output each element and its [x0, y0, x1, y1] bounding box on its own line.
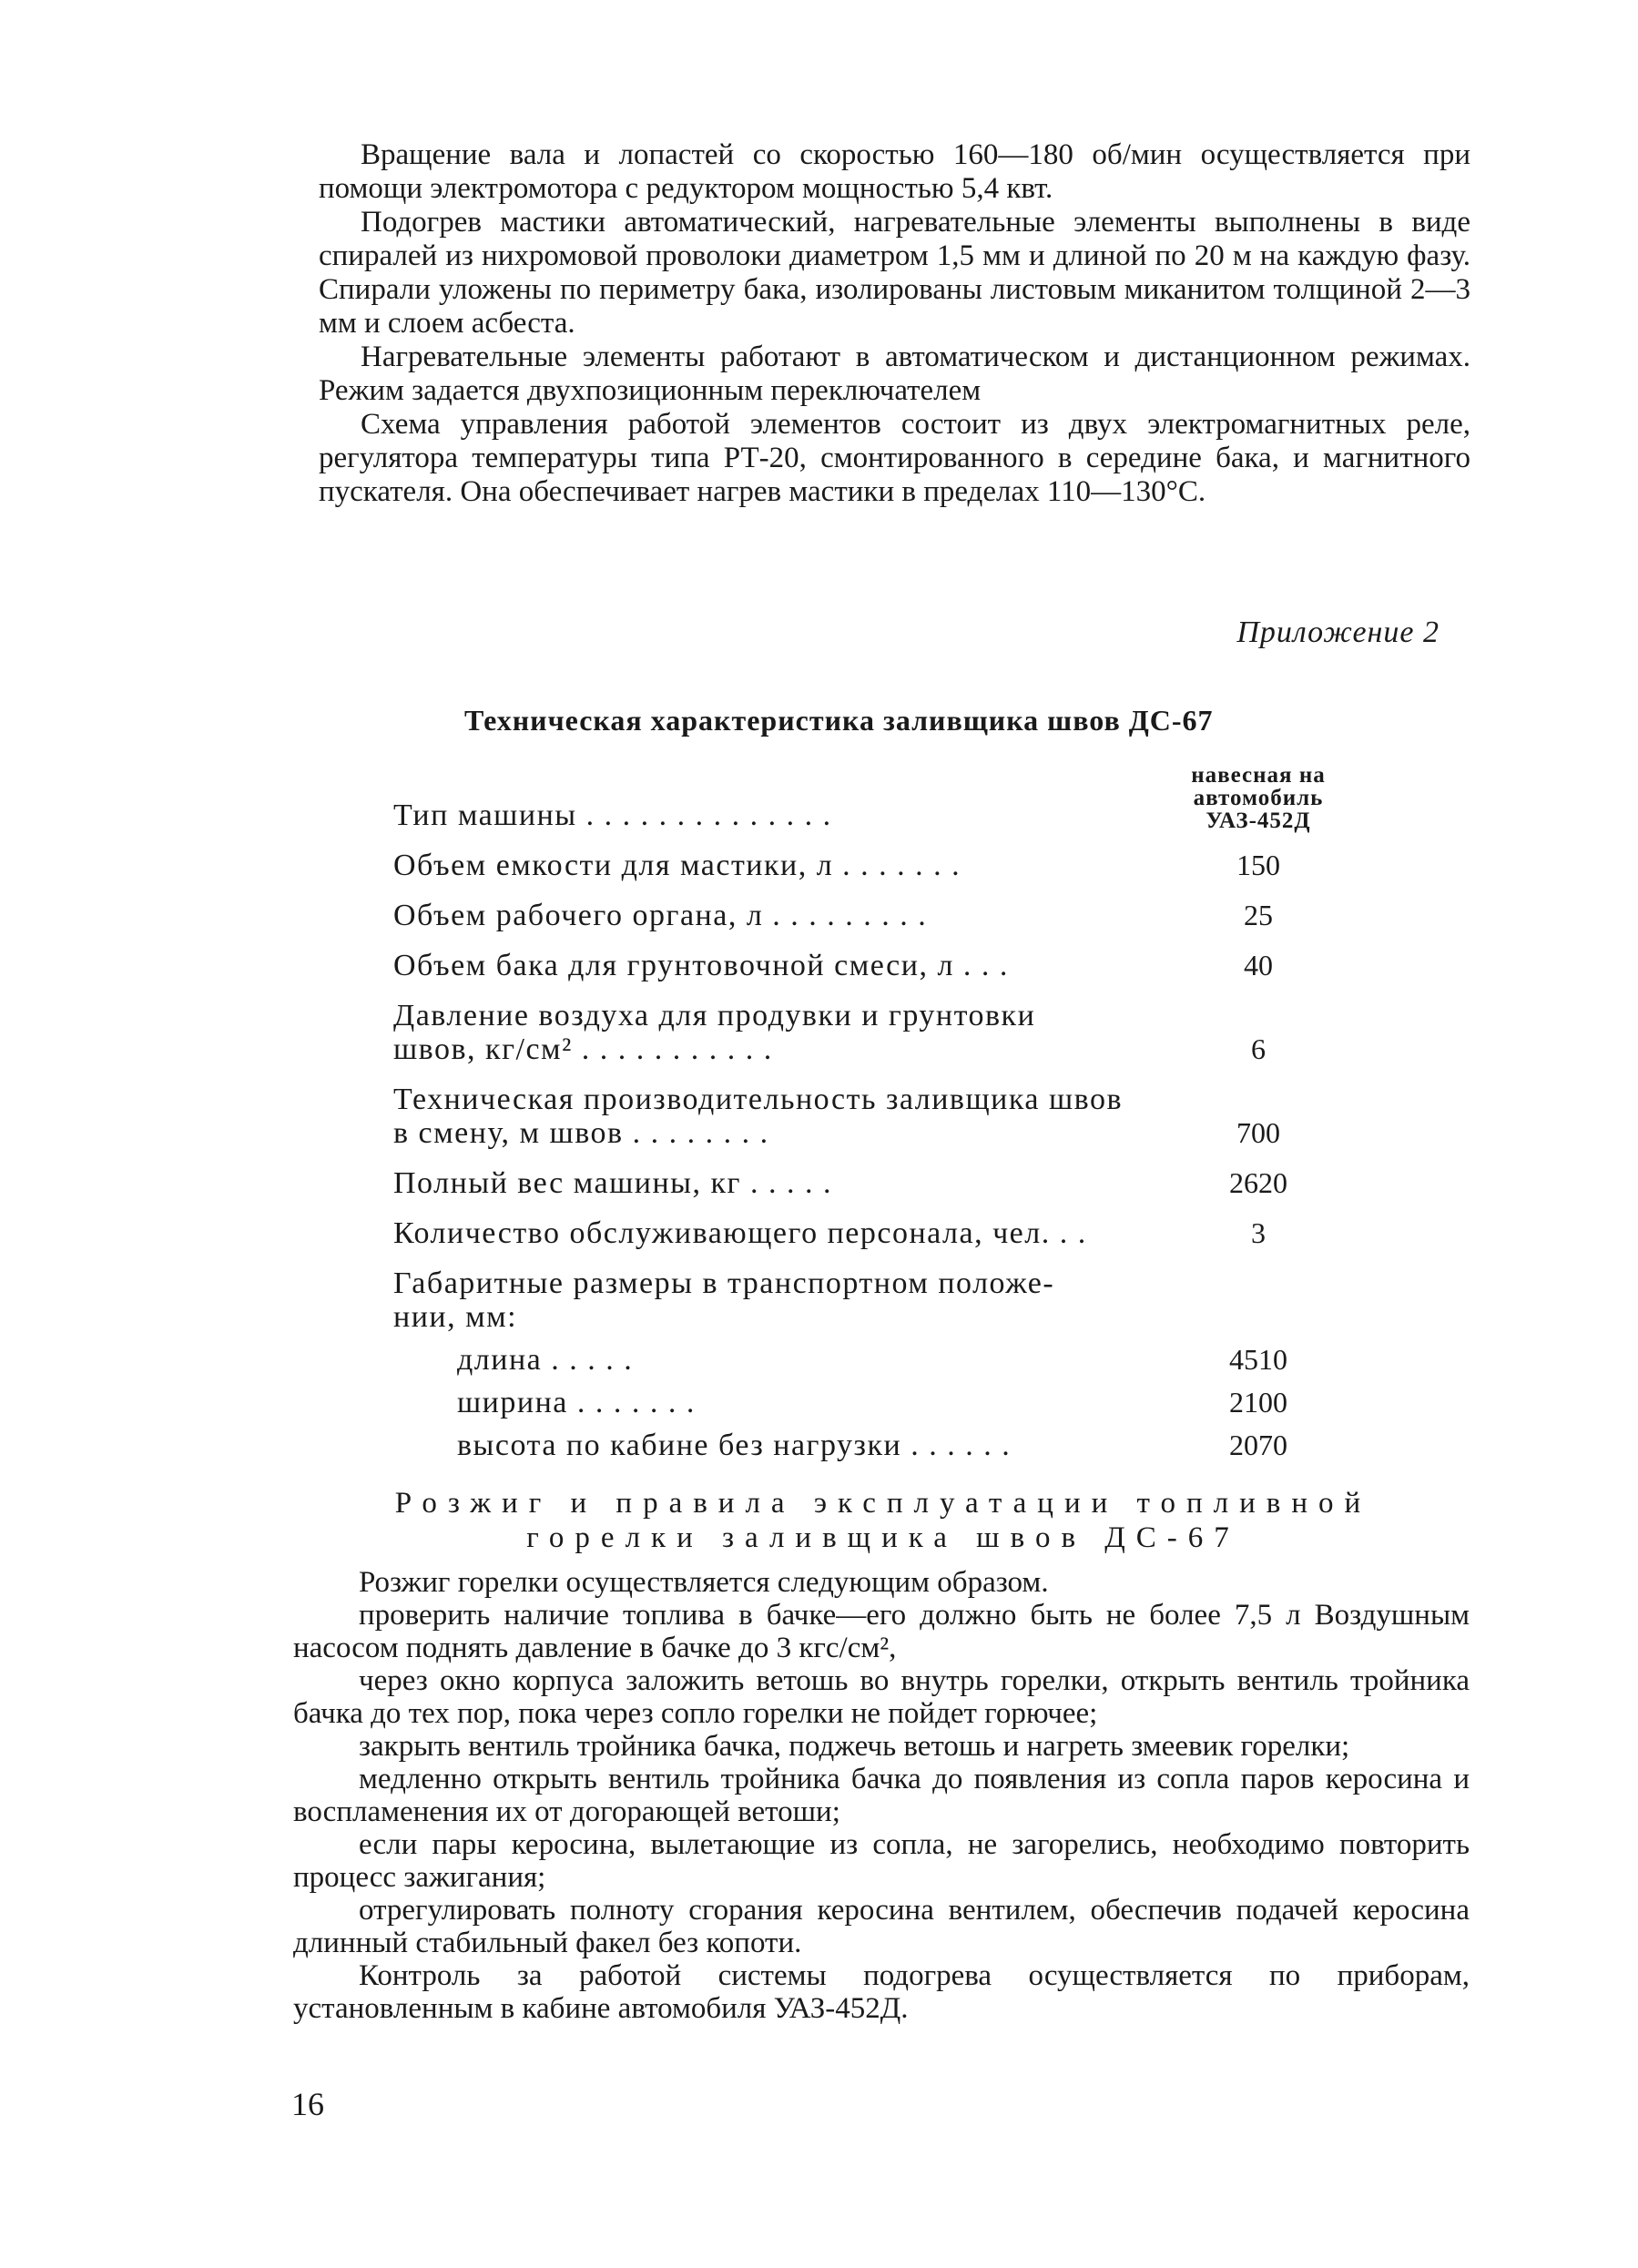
- spec-value: 3: [1251, 1216, 1266, 1249]
- paragraph: Подогрев мастики автоматический, нагревательные элементы выполнены в виде спиралей из нихромовой проволоки диаметром 1,5 мм и длиной по 20 м на каждую фазу. Спирали уложены по периметру бака, изолированы листовым миканитом толщиной 2—3 мм и слоем асбеста.: [319, 206, 1470, 340]
- spec-row: [393, 1166, 1368, 1200]
- paragraph: медленно открыть вентиль тройника бачка до появления из сопла паров керосина и воспламенения их от догорающей ветоши;: [293, 1763, 1470, 1828]
- spec-row: [393, 1386, 1368, 1419]
- spec-value: 25: [1244, 899, 1273, 931]
- spec-label: высота по кабине без нагрузки . . . . . .: [457, 1429, 1012, 1462]
- spec-label: Количество обслуживающего персонала, чел. . .: [393, 1216, 1087, 1250]
- spec-label: Объем бака для грунтовочной смеси, л . . .: [393, 949, 1009, 982]
- spec-label: Полный вес машины, кг . . . . .: [393, 1166, 832, 1200]
- paragraph: проверить наличие топлива в бачке—его должно быть не более 7,5 л Воздушным насосом поднять давление в бачке до 3 кгс/см²,: [293, 1599, 1470, 1664]
- top-text-block: [319, 138, 1470, 509]
- spec-label: Габаритные размеры в транспортном положе- нии, мм:: [393, 1266, 1055, 1334]
- spec-value: 150: [1236, 849, 1280, 881]
- spec-row: [393, 1083, 1368, 1150]
- spec-label: Техническая производительность заливщика швов в смену, м швов . . . . . . . .: [393, 1083, 1124, 1150]
- spec-value: 2620: [1229, 1166, 1287, 1199]
- spec-row: [393, 1429, 1368, 1462]
- spec-row: [393, 1266, 1368, 1334]
- spec-value: 6: [1251, 1032, 1266, 1065]
- spec-row: [393, 764, 1368, 832]
- spec-value: 2070: [1229, 1429, 1287, 1461]
- section-title-line-1: Розжиг и правила эксплуатации топливной: [394, 1487, 1372, 1520]
- spec-row: [393, 999, 1368, 1066]
- paragraph: если пары керосина, вылетающие из сопла, не загорелись, необходимо повторить процесс зажигания;: [293, 1828, 1470, 1894]
- spec-label: Объем рабочего органа, л . . . . . . . . .: [393, 899, 928, 932]
- paragraph: Контроль за работой системы подогрева осуществляется по приборам, установленным в кабине автомобиля УАЗ-452Д.: [293, 1959, 1470, 2025]
- appendix-label: Приложение 2: [1236, 615, 1440, 649]
- paragraph: Розжиг горелки осуществляется следующим образом.: [359, 1566, 1049, 1599]
- spec-value: навесная на автомобиль УАЗ-452Д: [1191, 763, 1326, 833]
- spec-label: Объем емкости для мастики, л . . . . . . .: [393, 849, 961, 882]
- spec-row: [393, 899, 1368, 932]
- spec-value: 40: [1244, 949, 1273, 981]
- spec-row: [393, 949, 1368, 982]
- page-number: 16: [291, 2086, 324, 2122]
- spec-row: [393, 1343, 1368, 1377]
- paragraph: отрегулировать полноту сгорания керосина вентилем, обеспечив подачей керосина длинный стабильный факел без копоти.: [293, 1894, 1470, 1959]
- spec-label: Тип машины . . . . . . . . . . . . . .: [393, 798, 832, 832]
- section-title: [355, 1486, 1411, 1555]
- spec-label: длина . . . . .: [457, 1343, 634, 1377]
- spec-table: [393, 751, 1368, 1462]
- spec-value: 700: [1236, 1116, 1280, 1149]
- spec-table-title: Техническая характеристика заливщика швов ДС-67: [464, 704, 1214, 737]
- bottom-text-block: [293, 1566, 1470, 2025]
- paragraph: через окно корпуса заложить ветошь во внутрь горелки, открыть вентиль тройника бачка до тех пор, пока через сопло горелки не пойдет горючее;: [293, 1664, 1470, 1730]
- spec-value: 4510: [1229, 1343, 1287, 1376]
- spec-value: 2100: [1229, 1386, 1287, 1419]
- paragraph: Вращение вала и лопастей со скоростью 160—180 об/мин осуществляется при помощи электромотора с редуктором мощностью 5,4 квт.: [319, 138, 1470, 205]
- paragraph: Схема управления работой элементов состоит из двух электромагнитных реле, регулятора температуры типа РТ-20, смонтированного в середине бака, и магнитного пускателя. Она обеспечивает нагрев мастики в пределах 110—130°С.: [319, 408, 1470, 508]
- paragraph: закрыть вентиль тройника бачка, поджечь ветошь и нагреть змеевик горелки;: [359, 1730, 1350, 1763]
- spec-label: ширина . . . . . . .: [457, 1386, 696, 1419]
- spec-row: [393, 849, 1368, 882]
- spec-label: Давление воздуха для продувки и грунтовки швов, кг/см² . . . . . . . . . . .: [393, 999, 1036, 1066]
- spec-row: [393, 1216, 1368, 1250]
- section-title-line-2: горелки заливщика швов ДС-67: [526, 1521, 1240, 1554]
- paragraph: Нагревательные элементы работают в автоматическом и дистанционном режимах. Режим задается двухпозиционным переключателем: [319, 341, 1470, 407]
